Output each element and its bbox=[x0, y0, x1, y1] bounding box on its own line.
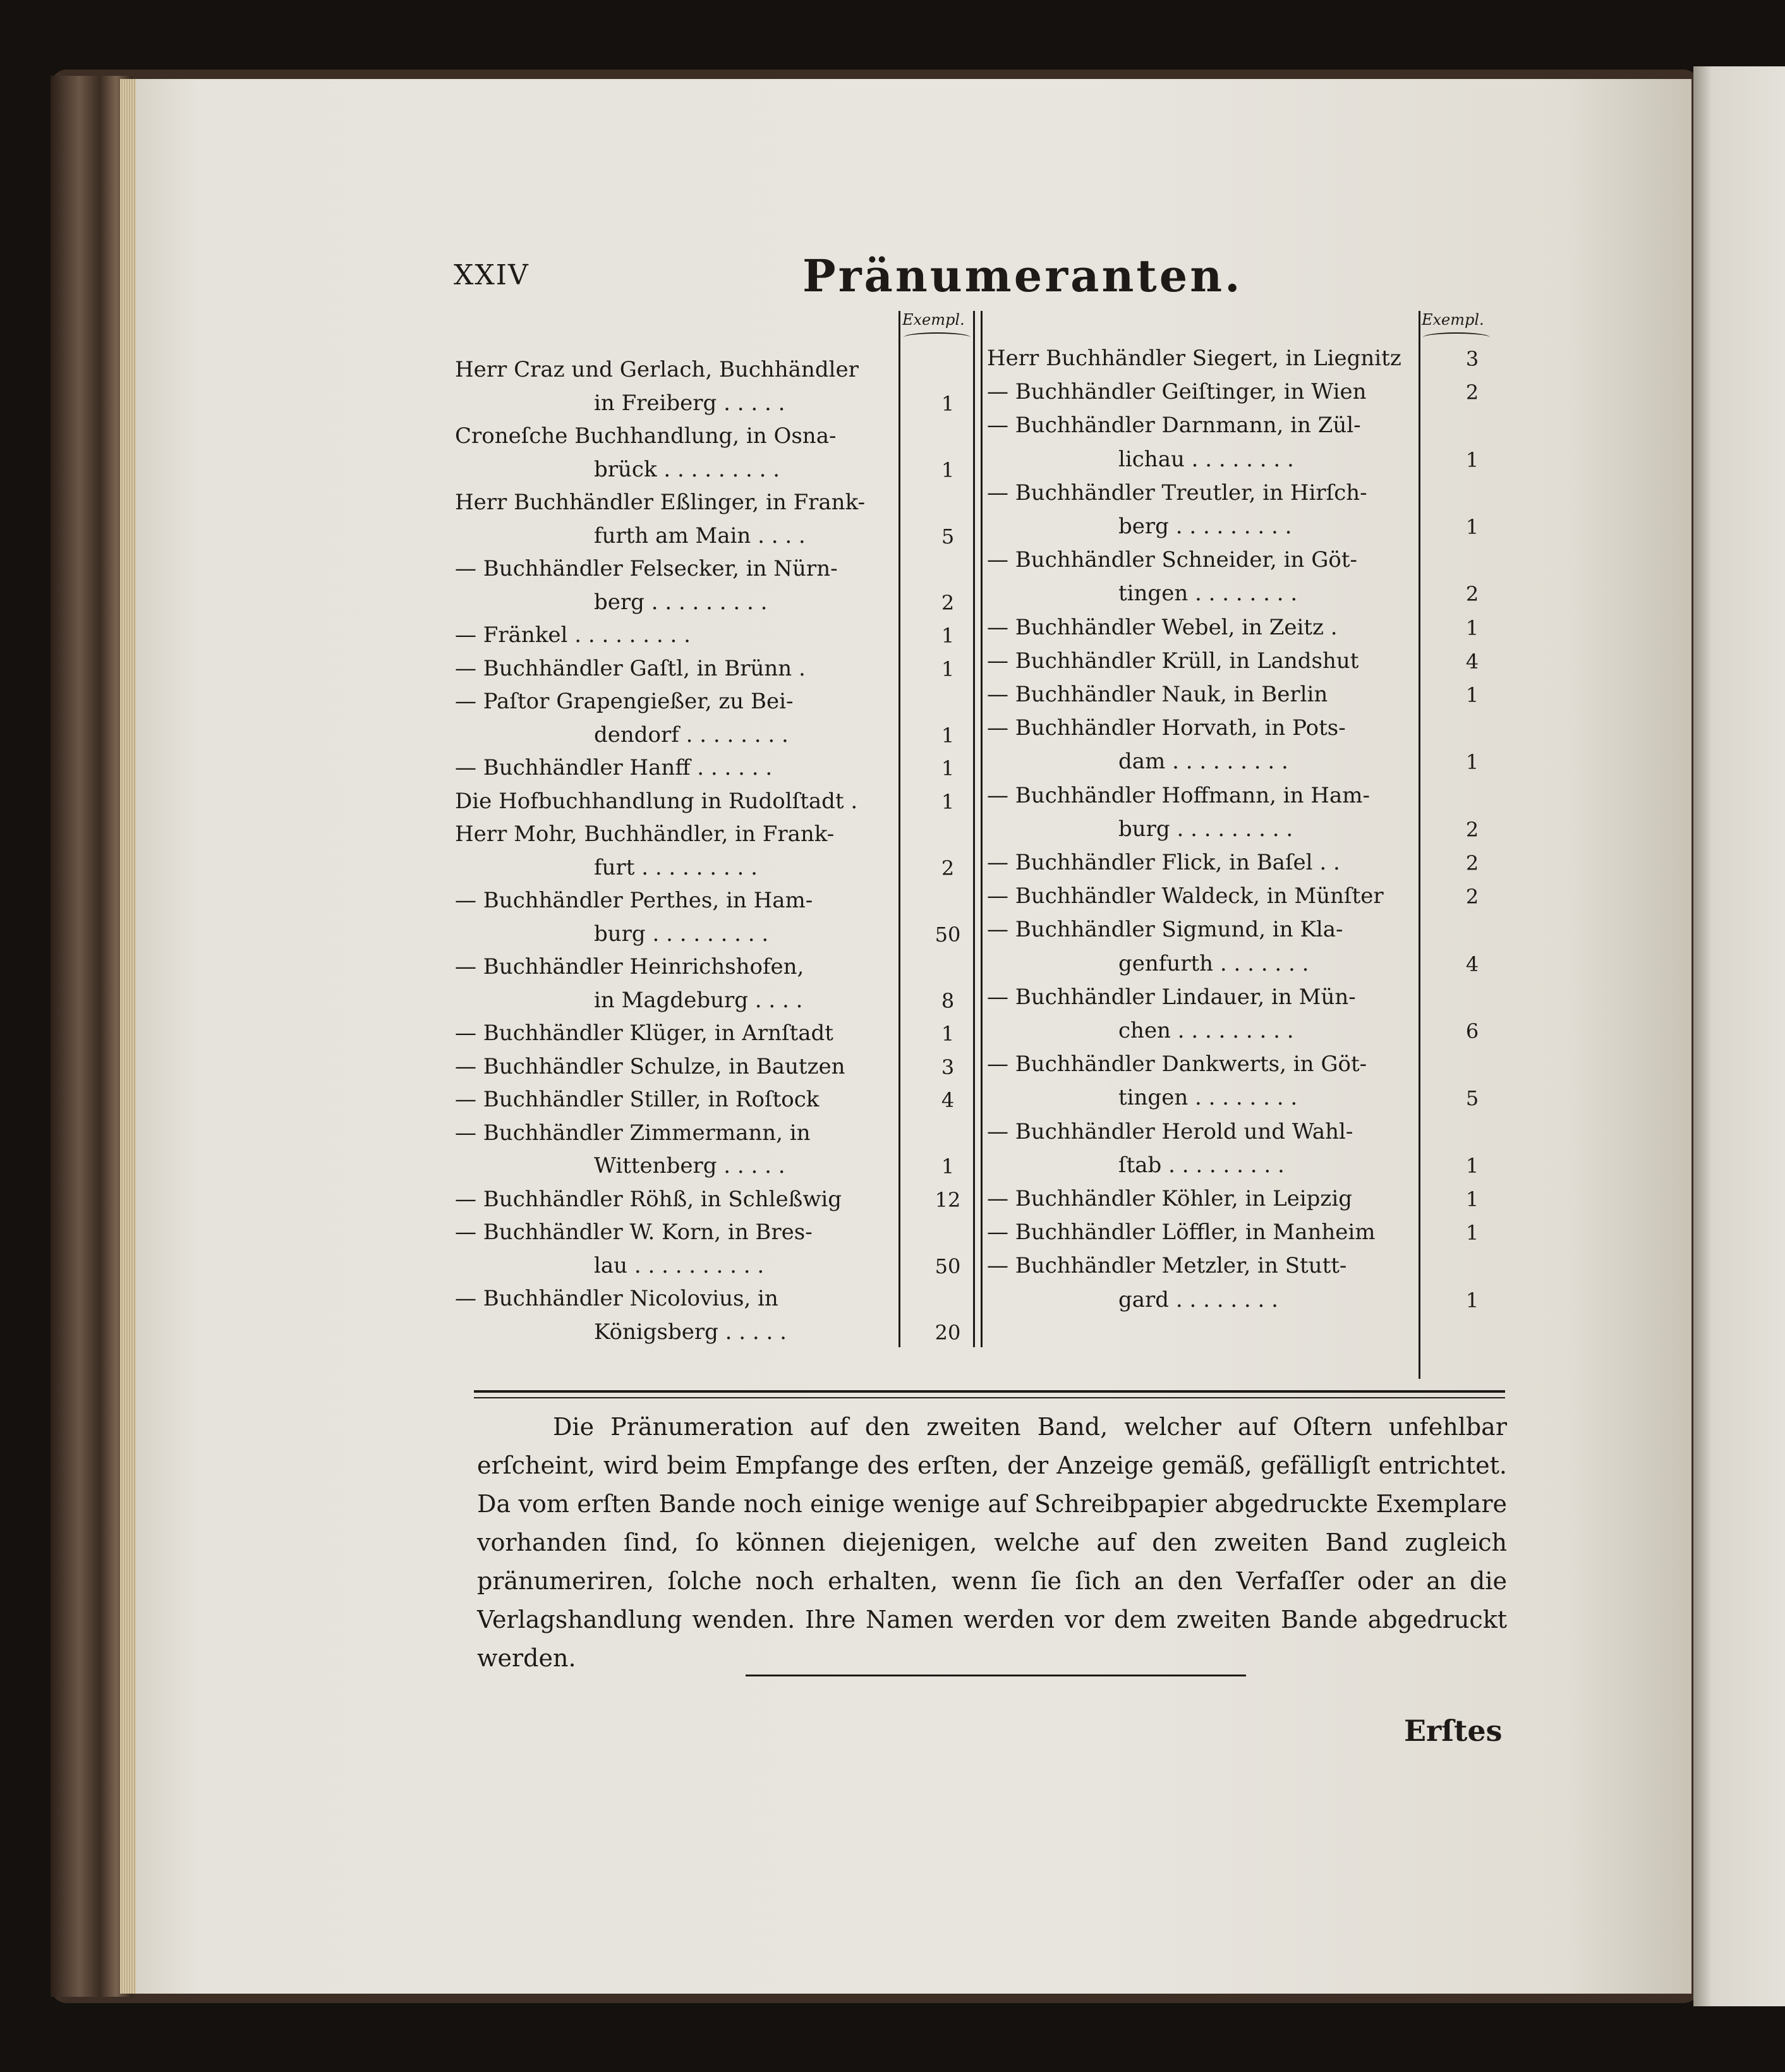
copy-count: 1 bbox=[1465, 1221, 1479, 1245]
copy-count: 4 bbox=[941, 1088, 955, 1112]
copy-count: 2 bbox=[1465, 817, 1479, 842]
copy-count: 2 bbox=[941, 590, 955, 615]
subscriber-line: — Buchhändler Hanff . . . . . . bbox=[455, 755, 773, 780]
subscriber-line: — Buchhändler Felsecker, in Nürn- bbox=[455, 556, 838, 581]
subscriber-line: berg . . . . . . . . . bbox=[594, 589, 768, 615]
subscriber-line: — Buchhändler Nicolovius, in bbox=[455, 1286, 778, 1311]
copy-count: 1 bbox=[1465, 447, 1479, 472]
copy-count: 1 bbox=[941, 756, 955, 780]
subscriber-line: — Buchhändler Nauk, in Berlin bbox=[987, 682, 1328, 707]
copy-count: 1 bbox=[941, 624, 955, 648]
right-page-edge bbox=[1693, 66, 1785, 2006]
subscriber-line: — Buchhändler Dankwerts, in Göt- bbox=[987, 1051, 1367, 1077]
copy-count: 1 bbox=[1465, 1153, 1479, 1178]
copy-count: 1 bbox=[1465, 1288, 1479, 1312]
subscriber-line: furth am Main . . . . bbox=[594, 523, 806, 548]
column-head-left: Exempl. bbox=[902, 311, 965, 329]
subscriber-line: Croneſche Buchhandlung, in Osna- bbox=[455, 423, 837, 449]
subscriber-line: gard . . . . . . . . bbox=[1118, 1287, 1278, 1312]
copy-count: 5 bbox=[1465, 1086, 1479, 1111]
subscriber-line: burg . . . . . . . . . bbox=[1118, 816, 1293, 842]
brace-right bbox=[1423, 332, 1490, 342]
copy-count: 2 bbox=[1465, 851, 1479, 875]
subscriber-line: tingen . . . . . . . . bbox=[1118, 581, 1298, 607]
subscriber-line: — Buchhändler Perthes, in Ham- bbox=[455, 888, 813, 913]
copy-count: 1 bbox=[1465, 615, 1479, 640]
subscriber-line: — Buchhändler Flick, in Baſel . . bbox=[987, 850, 1340, 875]
copy-count: 6 bbox=[1465, 1019, 1479, 1043]
subscriber-line: — Buchhändler Webel, in Zeitz . bbox=[987, 614, 1338, 640]
subscriber-line: — Buchhändler Schneider, in Göt- bbox=[987, 547, 1358, 573]
subscriber-line: Die Hofbuchhandlung in Rudolſtadt . bbox=[455, 788, 858, 814]
copy-count: 5 bbox=[941, 524, 955, 548]
subscriber-line: brück . . . . . . . . . bbox=[594, 456, 780, 482]
copy-count: 12 bbox=[935, 1187, 961, 1212]
subscriber-line: — Buchhändler Röhß, in Schleßwig bbox=[455, 1186, 842, 1212]
table-bottom-rule-thin bbox=[474, 1397, 1505, 1398]
subscriber-line: in Magdeburg . . . . bbox=[594, 987, 803, 1013]
brace-left bbox=[904, 332, 971, 342]
subscriber-line: — Fränkel . . . . . . . . . bbox=[455, 622, 691, 648]
subscriber-line: Königsberg . . . . . bbox=[594, 1319, 787, 1345]
subscriber-line: — Buchhändler Horvath, in Pots- bbox=[987, 715, 1346, 741]
copy-count: 1 bbox=[1465, 750, 1479, 775]
subscriber-line: — Buchhändler Schulze, in Bautzen bbox=[455, 1053, 845, 1079]
copy-count: 20 bbox=[935, 1320, 961, 1345]
copy-count: 1 bbox=[941, 657, 955, 681]
copy-count: 50 bbox=[935, 1254, 961, 1278]
subscriber-line: Herr Craz und Gerlach, Buchhändler bbox=[455, 357, 859, 382]
subscriber-line: — Buchhändler Stiller, in Roſtock bbox=[455, 1087, 820, 1112]
subscriber-line: — Buchhändler Darnmann, in Zül- bbox=[987, 413, 1361, 439]
subscriber-line: — Buchhändler W. Korn, in Bres- bbox=[455, 1220, 813, 1245]
copy-count: 1 bbox=[941, 391, 955, 416]
page-title: Pränumeranten. bbox=[802, 250, 1243, 302]
copy-count: 2 bbox=[1465, 380, 1479, 405]
copy-count: 4 bbox=[1465, 952, 1479, 976]
subscriber-line: — Buchhändler Klüger, in Arnſtadt bbox=[455, 1021, 833, 1046]
copy-count: 2 bbox=[941, 856, 955, 880]
copy-count: 3 bbox=[1465, 347, 1479, 371]
copy-count: 2 bbox=[1465, 885, 1479, 909]
subscriber-line: tingen . . . . . . . . bbox=[1118, 1085, 1298, 1111]
subscriber-line: — Buchhändler Geiſtinger, in Wien bbox=[987, 379, 1367, 405]
notice-paragraph: Die Pränumeration auf den zweiten Band, welcher auf Oſtern unfehlbar erſcheint, wird beim Empfange des erſten, der Anzeige gemäß, gefälligſt entrichtet. Da vom erſten Bande noch einige wenige auf Schreibpapier abgedruckte Exemplare vorhanden ſind, ſo können diejenigen, welche auf den zweiten Band zugleich pränumeriren, ſolche noch erhalten, wenn ſie ſich an den Verfaſſer oder an die Verlagshandlung wenden. Ihre Namen werden vor dem zweiten Bande abgedruckt werden. bbox=[477, 1413, 1507, 1672]
copy-count: 3 bbox=[941, 1055, 955, 1079]
subscriber-line: — Buchhändler Sigmund, in Kla- bbox=[987, 917, 1343, 943]
subscriber-line: — Buchhändler Krüll, in Landshut bbox=[987, 648, 1359, 674]
subscriber-line: — Buchhändler Hoffmann, in Ham- bbox=[987, 782, 1370, 808]
subscriber-line: burg . . . . . . . . . bbox=[594, 921, 769, 947]
subscriber-line: ſtab . . . . . . . . . bbox=[1118, 1152, 1285, 1178]
copy-count: 50 bbox=[935, 922, 961, 947]
subscriber-line: — Buchhändler Köhler, in Leipzig bbox=[987, 1186, 1352, 1211]
copy-count: 1 bbox=[1465, 515, 1479, 539]
subscriber-line: — Buchhändler Löffler, in Manheim bbox=[987, 1220, 1376, 1245]
subscriber-line: furt . . . . . . . . . bbox=[594, 854, 758, 880]
page-number: XXIV bbox=[454, 259, 529, 291]
subscriber-line: Herr Mohr, Buchhändler, in Frank- bbox=[455, 821, 835, 847]
subscriber-line: lau . . . . . . . . . . bbox=[594, 1252, 765, 1278]
subscriber-line: dendorf . . . . . . . . bbox=[594, 722, 789, 748]
subscriber-line: in Freiberg . . . . . bbox=[594, 390, 785, 416]
rule-left-count bbox=[973, 311, 975, 1347]
subscriber-line: Herr Buchhändler Eßlinger, in Frank- bbox=[455, 490, 866, 515]
copy-count: 8 bbox=[941, 988, 955, 1013]
subscriber-line: chen . . . . . . . . . bbox=[1118, 1018, 1294, 1043]
subscriber-line: genfurth . . . . . . . bbox=[1118, 950, 1309, 976]
rule-left-column bbox=[899, 311, 900, 1347]
subscriber-line: berg . . . . . . . . . bbox=[1118, 514, 1292, 539]
subscriber-line: — Buchhändler Herold und Wahl- bbox=[987, 1118, 1353, 1144]
subscriber-line: lichau . . . . . . . . bbox=[1118, 446, 1294, 472]
rule-left-count-double bbox=[981, 311, 983, 1347]
catchword: Erſtes bbox=[1404, 1714, 1503, 1748]
subscriber-line: Herr Buchhändler Siegert, in Liegnitz bbox=[987, 346, 1401, 371]
copy-count: 4 bbox=[1465, 649, 1479, 674]
copy-count: 1 bbox=[1465, 683, 1479, 707]
column-head-right: Exempl. bbox=[1422, 311, 1484, 329]
copy-count: 1 bbox=[941, 1154, 955, 1178]
copy-count: 1 bbox=[941, 1022, 955, 1046]
subscriber-line: — Buchhändler Treutler, in Hirſch- bbox=[987, 480, 1367, 506]
table-bottom-rule bbox=[474, 1390, 1505, 1393]
subscriber-line: — Paſtor Grapengießer, zu Bei- bbox=[455, 689, 794, 714]
rule-right-column bbox=[1419, 311, 1420, 1379]
subscriber-line: — Buchhändler Metzler, in Stutt- bbox=[987, 1253, 1347, 1279]
subscriber-line: — Buchhändler Heinrichshofen, bbox=[455, 954, 804, 979]
copy-count: 2 bbox=[1465, 582, 1479, 607]
copy-count: 1 bbox=[941, 723, 955, 748]
subscriber-line: — Buchhändler Lindauer, in Mün- bbox=[987, 984, 1356, 1010]
subscriber-line: dam . . . . . . . . . bbox=[1118, 749, 1288, 775]
subscriber-line: — Buchhändler Waldeck, in Münſter bbox=[987, 883, 1384, 909]
copy-count: 1 bbox=[1465, 1187, 1479, 1211]
copy-count: 1 bbox=[941, 457, 955, 482]
section-rule bbox=[746, 1675, 1246, 1676]
subscriber-line: Wittenberg . . . . . bbox=[594, 1153, 785, 1178]
copy-count: 1 bbox=[941, 789, 955, 814]
subscriber-line: — Buchhändler Zimmermann, in bbox=[455, 1120, 811, 1146]
subscriber-line: — Buchhändler Gaſtl, in Brünn . bbox=[455, 655, 806, 681]
